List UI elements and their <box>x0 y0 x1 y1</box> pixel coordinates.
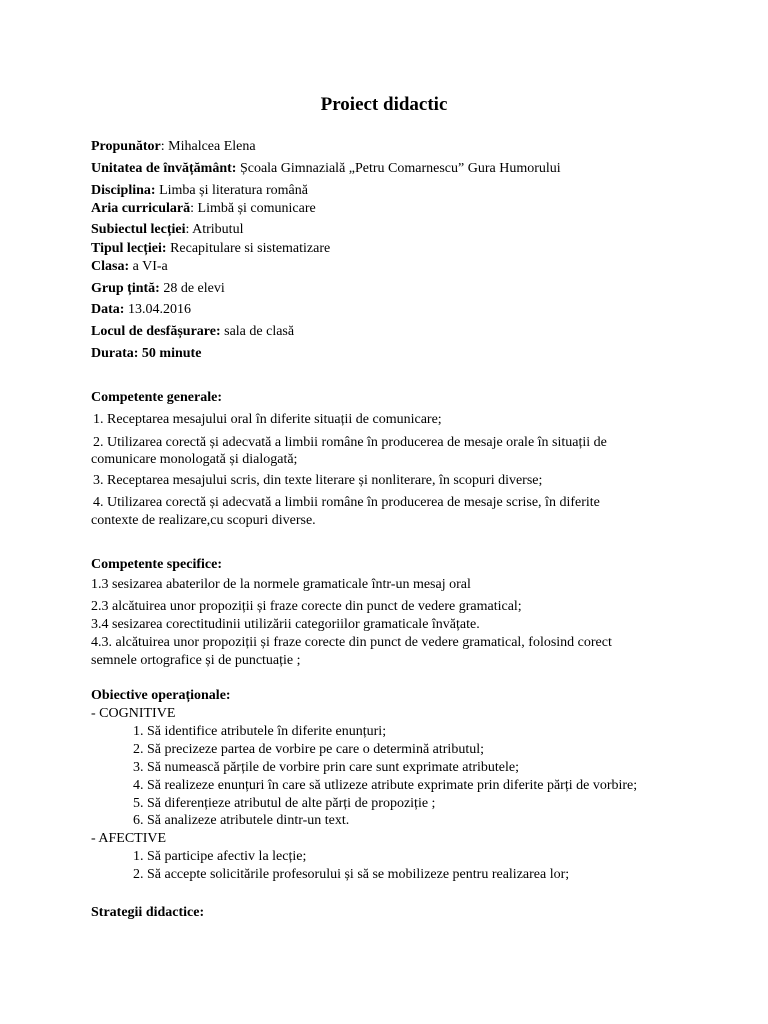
cs-line: 3.4 sesizarea corectitudinii utilizării categoriilor gramaticale învățate. <box>91 617 480 632</box>
info-data: Data: 13.04.2016 <box>91 302 191 317</box>
cg-line: 2. Utilizarea corectă și adecvată a limbii române în producerea de mesaje orale în situații de <box>93 435 607 450</box>
cognitive-item: 4. Să realizeze enunțuri în care să utlizeze atribute exprimate prin diferite părți de vorbire; <box>133 778 638 793</box>
cognitive-label: - COGNITIVE <box>91 706 176 721</box>
info-disciplina: Disciplina: Limba și literatura română <box>91 183 308 198</box>
info-propunator: Propunător: Mihalcea Elena <box>91 139 256 154</box>
cg-line: contexte de realizare,cu scopuri diverse. <box>91 513 316 528</box>
afective-item: 2. Să accepte solicitările profesorului și să se mobilizeze pentru realizarea lor; <box>133 867 570 882</box>
cs-line: 4.3. alcătuirea unor propoziții și fraze corecte din punct de vedere gramatical, folosind corect <box>91 635 612 650</box>
info-tip: Tipul lecției: Recapitulare si sistematizare <box>91 241 331 256</box>
cognitive-item: 6. Să analizeze atributele dintr-un text. <box>133 813 350 828</box>
afective-item: 1. Să participe afectiv la lecție; <box>133 849 307 864</box>
cg-line: comunicare monologată și dialogată; <box>91 452 298 467</box>
cs-line: semnele ortografice și de punctuație ; <box>91 653 301 668</box>
obiective-heading: Obiective operaționale: <box>91 688 231 703</box>
cognitive-item: 3. Să numească părțile de vorbire prin care sunt exprimate atributele; <box>133 760 520 775</box>
cg-line: 4. Utilizarea corectă și adecvată a limbii române în producerea de mesaje scrise, în diferite <box>93 495 600 510</box>
info-durata: Durata: 50 minute <box>91 346 202 361</box>
info-unitate: Unitatea de învățământ: Școala Gimnazială „Petru Comarnescu” Gura Humorului <box>91 161 561 176</box>
cs-line: 1.3 sesizarea abaterilor de la normele gramaticale într-un mesaj oral <box>91 577 471 592</box>
info-clasa: Clasa: a VI-a <box>91 259 168 274</box>
info-grup: Grup țintă: 28 de elevi <box>91 281 225 296</box>
competente-specifice-heading: Competente specifice: <box>91 557 223 572</box>
cg-line: 3. Receptarea mesajului scris, din texte literare și nonliterare, în scopuri diverse; <box>93 473 543 488</box>
cognitive-item: 5. Să diferențieze atributul de alte părți de propoziție ; <box>133 796 436 811</box>
afective-label: - AFECTIVE <box>91 831 167 846</box>
cg-line: 1. Receptarea mesajului oral în diferite situații de comunicare; <box>93 412 442 427</box>
info-aria: Aria curriculară: Limbă și comunicare <box>91 201 316 216</box>
document-title: Proiect didactic <box>320 94 448 115</box>
strategii-heading: Strategii didactice: <box>91 905 205 920</box>
info-subiect: Subiectul lecției: Atributul <box>91 222 244 237</box>
info-loc: Locul de desfășurare: sala de clasă <box>91 324 295 339</box>
cognitive-item: 1. Să identifice atributele în diferite enunțuri; <box>133 724 387 739</box>
cs-line: 2.3 alcătuirea unor propoziții și fraze corecte din punct de vedere gramatical; <box>91 599 522 614</box>
cognitive-item: 2. Să precizeze partea de vorbire pe care o determină atributul; <box>133 742 484 757</box>
competente-generale-heading: Competente generale: <box>91 390 223 405</box>
